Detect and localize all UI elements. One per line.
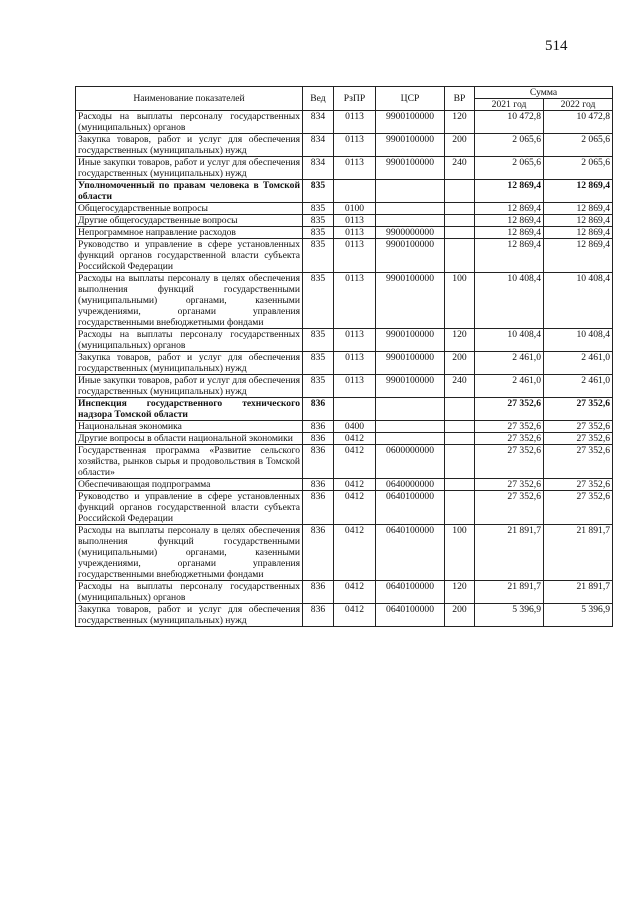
cell-y2021: 10 408,4 — [475, 329, 544, 352]
cell-vr: 200 — [445, 352, 475, 375]
table-row — [76, 479, 613, 491]
cell-ved: 835 — [303, 375, 334, 398]
cell-ved: 836 — [303, 581, 334, 604]
cell-vr — [445, 227, 475, 239]
cell-y2022: 10 408,4 — [544, 329, 613, 352]
cell-name: Иные закупки товаров, работ и услуг для обеспечения государственных (муниципальных) нужд — [76, 375, 303, 398]
cell-name: Закупка товаров, работ и услуг для обеспечения государственных (муниципальных) нужд — [76, 352, 303, 375]
table-header — [76, 87, 613, 111]
cell-rzpr: 0400 — [334, 421, 376, 433]
cell-csr: 9900000000 — [376, 227, 445, 239]
table-row — [76, 421, 613, 433]
cell-vr: 120 — [445, 111, 475, 134]
cell-csr: 0600000000 — [376, 445, 445, 479]
cell-vr — [445, 203, 475, 215]
cell-y2021: 12 869,4 — [475, 215, 544, 227]
cell-y2022: 12 869,4 — [544, 180, 613, 203]
cell-y2022: 5 396,9 — [544, 604, 613, 627]
cell-name: Расходы на выплаты персоналу в целях обеспечения выполнения функций государственными (муниципальными) органами, казенными учреждениями, органами управления государственными внебюджетными фондами — [76, 525, 303, 581]
cell-csr: 9900100000 — [376, 375, 445, 398]
cell-ved: 834 — [303, 134, 334, 157]
cell-name: Иные закупки товаров, работ и услуг для обеспечения государственных (муниципальных) нужд — [76, 157, 303, 180]
cell-y2021: 21 891,7 — [475, 581, 544, 604]
cell-name: Расходы на выплаты персоналу государственных (муниципальных) органов — [76, 329, 303, 352]
cell-name: Расходы на выплаты персоналу государственных (муниципальных) органов — [76, 581, 303, 604]
header-2021: 2021 год — [475, 99, 544, 111]
header-csr: ЦСР — [376, 87, 445, 111]
cell-csr: 9900100000 — [376, 157, 445, 180]
cell-y2022: 21 891,7 — [544, 581, 613, 604]
cell-ved: 835 — [303, 215, 334, 227]
cell-ved: 836 — [303, 421, 334, 433]
cell-ved: 836 — [303, 491, 334, 525]
cell-vr — [445, 491, 475, 525]
cell-vr: 200 — [445, 134, 475, 157]
cell-rzpr: 0113 — [334, 215, 376, 227]
cell-ved: 836 — [303, 445, 334, 479]
cell-y2022: 12 869,4 — [544, 227, 613, 239]
table-row — [76, 445, 613, 479]
cell-rzpr: 0100 — [334, 203, 376, 215]
cell-rzpr: 0412 — [334, 445, 376, 479]
cell-ved: 836 — [303, 398, 334, 421]
header-name: Наименование показателей — [76, 87, 303, 111]
cell-y2021: 2 461,0 — [475, 352, 544, 375]
cell-name: Руководство и управление в сфере установленных функций органов государственной власти субъекта Российской Федерации — [76, 491, 303, 525]
cell-y2022: 21 891,7 — [544, 525, 613, 581]
cell-y2022: 2 065,6 — [544, 134, 613, 157]
cell-y2021: 12 869,4 — [475, 180, 544, 203]
table-row — [76, 239, 613, 273]
table-row — [76, 180, 613, 203]
table-row — [76, 329, 613, 352]
cell-y2021: 2 065,6 — [475, 134, 544, 157]
cell-rzpr: 0113 — [334, 157, 376, 180]
cell-name: Обеспечивающая подпрограмма — [76, 479, 303, 491]
table-row — [76, 157, 613, 180]
cell-csr — [376, 203, 445, 215]
cell-y2021: 2 065,6 — [475, 157, 544, 180]
cell-vr — [445, 433, 475, 445]
cell-vr: 240 — [445, 375, 475, 398]
cell-ved: 835 — [303, 329, 334, 352]
cell-y2022: 12 869,4 — [544, 203, 613, 215]
cell-ved: 834 — [303, 111, 334, 134]
header-vr: ВР — [445, 87, 475, 111]
cell-y2021: 27 352,6 — [475, 491, 544, 525]
cell-y2022: 27 352,6 — [544, 433, 613, 445]
table-row — [76, 398, 613, 421]
cell-vr: 120 — [445, 329, 475, 352]
cell-ved: 835 — [303, 239, 334, 273]
cell-y2021: 5 396,9 — [475, 604, 544, 627]
cell-csr: 0640100000 — [376, 491, 445, 525]
cell-rzpr: 0113 — [334, 111, 376, 134]
cell-y2021: 27 352,6 — [475, 479, 544, 491]
cell-rzpr: 0113 — [334, 273, 376, 329]
cell-rzpr — [334, 180, 376, 203]
cell-name: Закупка товаров, работ и услуг для обеспечения государственных (муниципальных) нужд — [76, 134, 303, 157]
cell-rzpr: 0412 — [334, 479, 376, 491]
cell-name: Расходы на выплаты персоналу государственных (муниципальных) органов — [76, 111, 303, 134]
cell-name: Национальная экономика — [76, 421, 303, 433]
cell-vr — [445, 180, 475, 203]
cell-y2021: 12 869,4 — [475, 203, 544, 215]
cell-csr — [376, 180, 445, 203]
cell-vr: 120 — [445, 581, 475, 604]
cell-csr: 0640100000 — [376, 581, 445, 604]
table-row — [76, 375, 613, 398]
cell-csr: 9900100000 — [376, 111, 445, 134]
cell-name: Расходы на выплаты персоналу в целях обеспечения выполнения функций государственными (муниципальными) органами, казенными учреждениями, органами управления государственными внебюджетными фондами — [76, 273, 303, 329]
cell-ved: 834 — [303, 157, 334, 180]
cell-ved: 836 — [303, 604, 334, 627]
header-ved: Вед — [303, 87, 334, 111]
cell-ved: 836 — [303, 433, 334, 445]
table-row — [76, 433, 613, 445]
cell-csr: 9900100000 — [376, 273, 445, 329]
cell-y2021: 12 869,4 — [475, 227, 544, 239]
cell-y2021: 10 472,8 — [475, 111, 544, 134]
cell-y2022: 27 352,6 — [544, 445, 613, 479]
cell-csr — [376, 421, 445, 433]
budget-table — [75, 86, 613, 627]
cell-rzpr: 0113 — [334, 239, 376, 273]
table-row — [76, 352, 613, 375]
cell-rzpr: 0412 — [334, 433, 376, 445]
cell-y2022: 27 352,6 — [544, 398, 613, 421]
cell-name: Закупка товаров, работ и услуг для обеспечения государственных (муниципальных) нужд — [76, 604, 303, 627]
cell-csr: 9900100000 — [376, 239, 445, 273]
cell-rzpr: 0412 — [334, 491, 376, 525]
cell-y2022: 2 461,0 — [544, 375, 613, 398]
cell-csr: 0640100000 — [376, 604, 445, 627]
cell-vr — [445, 239, 475, 273]
cell-ved: 835 — [303, 352, 334, 375]
cell-csr — [376, 398, 445, 421]
cell-ved: 835 — [303, 203, 334, 215]
cell-y2022: 10 472,8 — [544, 111, 613, 134]
table-row — [76, 273, 613, 329]
cell-ved: 835 — [303, 227, 334, 239]
table-row — [76, 491, 613, 525]
cell-rzpr: 0113 — [334, 375, 376, 398]
table-row — [76, 215, 613, 227]
cell-name: Руководство и управление в сфере установленных функций органов государственной власти субъекта Российской Федерации — [76, 239, 303, 273]
table-row — [76, 227, 613, 239]
cell-y2021: 12 869,4 — [475, 239, 544, 273]
cell-vr — [445, 398, 475, 421]
table-row — [76, 111, 613, 134]
cell-y2022: 27 352,6 — [544, 491, 613, 525]
cell-vr — [445, 479, 475, 491]
cell-y2022: 12 869,4 — [544, 215, 613, 227]
cell-ved: 836 — [303, 479, 334, 491]
cell-y2022: 12 869,4 — [544, 239, 613, 273]
cell-y2021: 21 891,7 — [475, 525, 544, 581]
cell-rzpr: 0113 — [334, 134, 376, 157]
cell-rzpr: 0113 — [334, 227, 376, 239]
cell-name: Общегосударственные вопросы — [76, 203, 303, 215]
cell-y2022: 10 408,4 — [544, 273, 613, 329]
cell-csr — [376, 433, 445, 445]
cell-vr — [445, 421, 475, 433]
header-rzpr: РзПР — [334, 87, 376, 111]
cell-y2021: 27 352,6 — [475, 445, 544, 479]
cell-vr: 200 — [445, 604, 475, 627]
cell-vr — [445, 445, 475, 479]
cell-rzpr: 0113 — [334, 352, 376, 375]
cell-rzpr — [334, 398, 376, 421]
cell-csr: 9900100000 — [376, 352, 445, 375]
cell-y2021: 27 352,6 — [475, 398, 544, 421]
cell-vr: 100 — [445, 273, 475, 329]
cell-rzpr: 0113 — [334, 329, 376, 352]
cell-vr — [445, 215, 475, 227]
cell-y2022: 27 352,6 — [544, 479, 613, 491]
table-body — [76, 111, 613, 627]
header-2022: 2022 год — [544, 99, 613, 111]
table-row — [76, 134, 613, 157]
cell-rzpr: 0412 — [334, 525, 376, 581]
cell-csr: 0640100000 — [376, 525, 445, 581]
cell-name: Уполномоченный по правам человека в Томской области — [76, 180, 303, 203]
cell-y2022: 2 065,6 — [544, 157, 613, 180]
cell-vr: 240 — [445, 157, 475, 180]
cell-rzpr: 0412 — [334, 581, 376, 604]
page-number: 514 — [545, 38, 568, 54]
cell-y2022: 2 461,0 — [544, 352, 613, 375]
cell-name: Инспекция государственного технического надзора Томской области — [76, 398, 303, 421]
cell-csr: 9900100000 — [376, 329, 445, 352]
table-row — [76, 581, 613, 604]
cell-ved: 836 — [303, 525, 334, 581]
table-row — [76, 604, 613, 627]
cell-ved: 835 — [303, 180, 334, 203]
table-row — [76, 203, 613, 215]
cell-y2021: 27 352,6 — [475, 421, 544, 433]
cell-ved: 835 — [303, 273, 334, 329]
table-row — [76, 525, 613, 581]
cell-vr: 100 — [445, 525, 475, 581]
cell-y2021: 10 408,4 — [475, 273, 544, 329]
cell-csr: 0640000000 — [376, 479, 445, 491]
cell-name: Другие общегосударственные вопросы — [76, 215, 303, 227]
cell-y2022: 27 352,6 — [544, 421, 613, 433]
header-sum: Сумма — [475, 87, 613, 99]
cell-name: Непрограммное направление расходов — [76, 227, 303, 239]
cell-csr — [376, 215, 445, 227]
cell-rzpr: 0412 — [334, 604, 376, 627]
cell-name: Другие вопросы в области национальной экономики — [76, 433, 303, 445]
cell-y2021: 2 461,0 — [475, 375, 544, 398]
cell-csr: 9900100000 — [376, 134, 445, 157]
cell-y2021: 27 352,6 — [475, 433, 544, 445]
cell-name: Государственная программа «Развитие сельского хозяйства, рынков сырья и продовольствия в Томской области» — [76, 445, 303, 479]
